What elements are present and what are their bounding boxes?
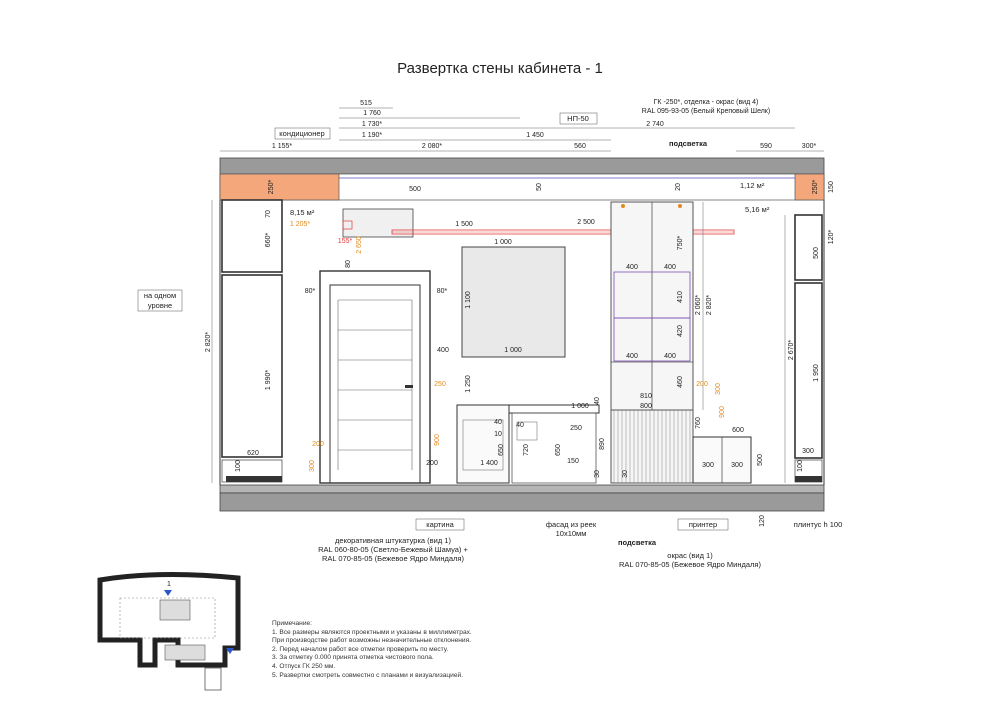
dim-150: 150 bbox=[828, 181, 835, 193]
dim-30-a: 30 bbox=[594, 470, 601, 478]
dim-460: 460 bbox=[677, 376, 684, 388]
dim-200-c: 200 bbox=[696, 381, 708, 388]
notes-heading: Примечание: bbox=[272, 620, 312, 627]
dim-1950: 1 950 bbox=[813, 364, 820, 382]
dim-2060: 2 060* bbox=[695, 294, 702, 316]
dim-900-a: 900 bbox=[434, 434, 441, 446]
left-column bbox=[222, 200, 282, 482]
dim-890: 890 bbox=[599, 438, 606, 450]
dim-420: 420 bbox=[677, 325, 684, 337]
bulkhead-right-orange bbox=[795, 174, 824, 200]
dim-590: 590 bbox=[760, 143, 772, 150]
dim-760: 760 bbox=[695, 417, 702, 429]
dim-1500: 1 500 bbox=[455, 221, 473, 228]
dim-1990: 1 990* bbox=[265, 369, 272, 391]
dim-2670: 2 670* bbox=[788, 339, 795, 361]
dim-400-shelf-2: 400 bbox=[664, 264, 676, 271]
label-plaster-1: декоративная штукатурка (вид 1) bbox=[335, 536, 451, 545]
dim-50: 50 bbox=[536, 183, 543, 191]
label-picture: картина bbox=[426, 520, 454, 529]
dim-560: 560 bbox=[574, 143, 586, 150]
label-plaster-3: RAL 070-85-05 (Бежевое Ядро Миндаля) bbox=[322, 554, 464, 563]
dim-400-shelf-1: 400 bbox=[626, 264, 638, 271]
dim-250-door: 250 bbox=[434, 381, 446, 388]
dim-2500: 2 500 bbox=[577, 219, 595, 226]
note-item: 1. Все размеры являются проектными и указаны в миллиметрах. bbox=[272, 628, 472, 636]
dim-120: 120* bbox=[828, 229, 835, 245]
label-gk-finish-1: ГК -250*, отделка - окрас (вид 4) bbox=[653, 99, 759, 106]
dim-1250: 1 250 bbox=[465, 375, 472, 393]
label-same-level-1: на одном bbox=[143, 291, 177, 300]
dim-155: 155* bbox=[337, 238, 353, 245]
dim-2820-left: 2 820* bbox=[205, 331, 212, 353]
label-printer: принтер bbox=[688, 520, 718, 529]
dim-250-right: 250* bbox=[812, 179, 819, 195]
dim-250-desk: 250 bbox=[570, 425, 582, 432]
armchair bbox=[457, 405, 509, 483]
label-plaster-2: RAL 060-80-05 (Светло-Бежевый Шамуа) + bbox=[318, 545, 468, 554]
dim-20: 20 bbox=[675, 183, 682, 191]
dim-2650: 2 650 bbox=[356, 236, 363, 254]
dim-1155: 1 155* bbox=[271, 143, 293, 150]
dim-300: 300* bbox=[801, 143, 817, 150]
dim-100-right: 100 bbox=[797, 460, 804, 472]
dim-80-left: 80* bbox=[304, 288, 316, 295]
dim-600: 600 bbox=[732, 427, 744, 434]
dim-500-right: 500 bbox=[813, 247, 820, 259]
dim-300-cab2: 300 bbox=[731, 462, 743, 469]
dim-1000-desk: 1 000 bbox=[571, 403, 589, 410]
picture-frame bbox=[462, 247, 565, 357]
dim-650b: 650 bbox=[555, 444, 562, 456]
dim-400-shelf-3: 400 bbox=[626, 353, 638, 360]
label-facade-size: 10х10мм bbox=[555, 529, 587, 538]
dim-810: 810 bbox=[640, 393, 652, 400]
dim-500: 500 bbox=[409, 186, 421, 193]
note-item: 2. Перед началом работ все отметки проверить по месту. bbox=[272, 645, 449, 653]
air-conditioner bbox=[343, 209, 413, 237]
label-area-1: 8,15 м² bbox=[290, 208, 315, 217]
door bbox=[320, 271, 430, 483]
label-area-2: 1,12 м² bbox=[740, 181, 765, 190]
label-paint-1: окрас (вид 1) bbox=[667, 551, 713, 560]
label-plinth: плинтус h 100 bbox=[793, 520, 843, 529]
dim-80-right: 80* bbox=[436, 288, 448, 295]
dim-70: 70 bbox=[265, 210, 272, 218]
dim-120-bottom: 120 bbox=[759, 515, 766, 527]
dim-80-a: 80 bbox=[345, 260, 352, 268]
floor-plan-inset bbox=[100, 574, 238, 690]
dim-500-cab: 500 bbox=[757, 454, 764, 466]
dim-1400: 1 400 bbox=[480, 460, 498, 467]
label-backlight-bottom: подсветка bbox=[617, 538, 657, 547]
dim-2080: 2 080* bbox=[421, 143, 443, 150]
dim-1450: 1 450 bbox=[526, 132, 544, 139]
drawing-title: Развертка стены кабинета - 1 bbox=[397, 60, 603, 77]
dim-1205: 1 205* bbox=[289, 221, 311, 228]
dim-1760: 1 760 bbox=[363, 110, 381, 117]
dim-410: 410 bbox=[677, 291, 684, 303]
dim-300-a: 300 bbox=[309, 460, 316, 472]
dim-900-c: 900 bbox=[719, 406, 726, 418]
dim-1190: 1 190* bbox=[361, 132, 383, 139]
dim-800: 800 bbox=[640, 403, 652, 410]
ceiling-bulkhead bbox=[220, 174, 824, 200]
dim-660: 660* bbox=[265, 232, 272, 248]
label-np: НП-50 bbox=[567, 114, 589, 123]
dim-1730: 1 730* bbox=[361, 121, 383, 128]
plan-marker-1: 1 bbox=[167, 581, 171, 588]
dim-40: 40 bbox=[494, 419, 502, 426]
dim-150-desk: 150 bbox=[567, 458, 579, 465]
dim-200-a: 200 bbox=[312, 441, 324, 448]
label-facade: фасад из реек bbox=[545, 520, 597, 529]
dim-1100: 1 100 bbox=[465, 291, 472, 309]
dim-10: 10 bbox=[494, 431, 502, 438]
note-item: При производстве работ возможны незначительные отклонения. bbox=[272, 637, 472, 645]
note-item: 5. Развертки смотреть совместно с планами и визуализацией. bbox=[272, 671, 464, 679]
dim-40b: 40 bbox=[516, 422, 524, 429]
notes-block bbox=[272, 620, 602, 680]
dim-30-b: 30 bbox=[622, 470, 629, 478]
dim-400-shelf-4: 400 bbox=[664, 353, 676, 360]
dim-300-right: 300 bbox=[802, 448, 814, 455]
dim-720: 720 bbox=[523, 444, 530, 456]
dim-2740: 2 740 bbox=[646, 121, 664, 128]
note-item: 4. Отпуск ГК 250 мм. bbox=[272, 662, 336, 670]
dim-650: 650 bbox=[498, 444, 505, 456]
desk bbox=[509, 405, 599, 483]
dim-300-c: 300 bbox=[715, 383, 722, 395]
dim-750: 750* bbox=[677, 235, 684, 251]
label-air-conditioner: кондиционер bbox=[279, 129, 325, 138]
dim-40-desk: 40 bbox=[594, 397, 601, 405]
dim-1000-top: 1 000 bbox=[494, 239, 512, 246]
dim-400-pic: 400 bbox=[437, 347, 449, 354]
label-backlight-top: подсветка bbox=[668, 139, 708, 148]
view-marker-1-arrow bbox=[164, 590, 172, 596]
dim-2820-right: 2 820* bbox=[706, 294, 713, 316]
dim-515: 515 bbox=[360, 100, 372, 107]
bulkhead-left-orange bbox=[220, 174, 339, 200]
dim-1000-pic: 1 000 bbox=[504, 347, 522, 354]
note-item: 3. За отметку 0.000 принята отметка чистового пола. bbox=[272, 654, 434, 662]
dim-620: 620 bbox=[247, 450, 259, 457]
label-same-level-2: уровне bbox=[147, 301, 173, 310]
label-paint-2: RAL 070-85-05 (Бежевое Ядро Миндаля) bbox=[619, 560, 761, 569]
dim-100-left: 100 bbox=[235, 460, 242, 472]
label-area-3: 5,16 м² bbox=[745, 205, 770, 214]
label-gk-finish-2: RAL 095-93-05 (Белый Креповый Шелк) bbox=[641, 108, 771, 115]
dim-200-b: 200 bbox=[426, 460, 438, 467]
dim-300-cab1: 300 bbox=[702, 462, 714, 469]
low-cabinet bbox=[693, 437, 751, 483]
dim-250-left: 250* bbox=[268, 179, 275, 195]
